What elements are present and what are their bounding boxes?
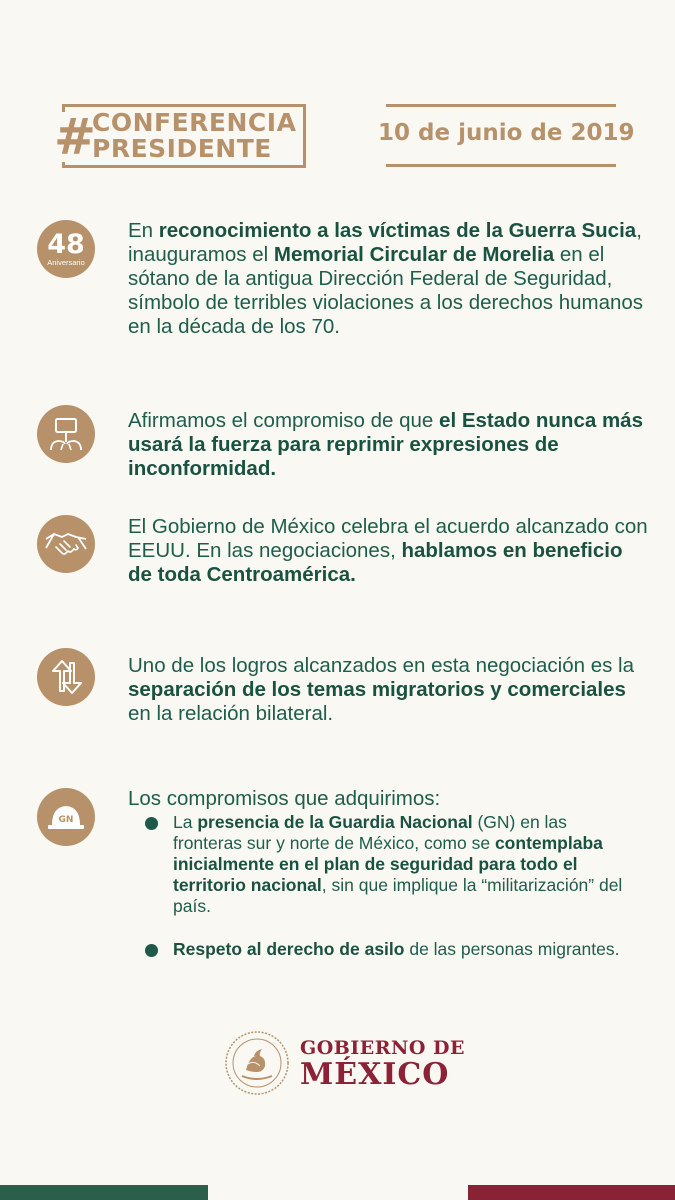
bold-text: presencia de la Guardia Nacional [197, 812, 473, 832]
conference-title [92, 110, 296, 162]
bold-text: separación de los temas migratorios y comerciales [128, 678, 626, 701]
text-run: , inauguramos el [128, 219, 642, 266]
footer-red-bar [468, 1185, 675, 1200]
list-item [145, 812, 625, 917]
text-run: , sin que implique la “militarización” del país. [173, 875, 623, 916]
commitments-list [145, 812, 625, 960]
conference-date: 10 de junio de 2019 [378, 120, 635, 146]
logo-line1: GOBIERNO DE [300, 1037, 465, 1059]
text-run: en la relación bilateral. [128, 702, 334, 725]
bold-text: el Estado nunca más usará la fuerza para reprimir expresiones de inconformidad. [128, 409, 643, 480]
list-item-text [173, 812, 622, 916]
section-intro-commitments: Los compromisos que adquirimos: [128, 787, 441, 810]
section-text-memorial [128, 219, 648, 339]
48-anniversary-badge-icon [37, 220, 95, 278]
text-run: En [128, 219, 159, 242]
text-run: Afirmamos el compromiso de que [128, 409, 440, 432]
list-item [145, 939, 625, 960]
mexico-coat-of-arms-icon [224, 1030, 290, 1096]
text-run: La [173, 812, 198, 832]
handshake-icon [37, 515, 95, 573]
bold-text: contemplaba inicialmente en el plan de seguridad para todo el territorio nacional [173, 833, 603, 895]
bold-text: reconocimiento a las víctimas de la Guerra Sucia [158, 219, 637, 242]
bold-text: hablamos en beneficio de toda Centroamérica. [128, 539, 623, 586]
bold-text: Respeto al derecho de asilo [173, 939, 405, 959]
text-run: El Gobierno de México celebra el acuerdo alcanzado con EEUU. En las negociaciones, [128, 515, 648, 562]
conference-title-line2: PRESIDENTE [92, 134, 272, 163]
badge-number: 48 [47, 228, 85, 260]
bullet-dot [145, 944, 158, 957]
hashtag-symbol: # [54, 108, 96, 166]
helmet-label: GN [58, 815, 74, 825]
text-run: (GN) en las fronteras sur y norte de México, como se [173, 812, 567, 853]
bullet-dot [145, 817, 158, 830]
section-text-negotiation [128, 654, 648, 726]
bold-text: Memorial Circular de Morelia [273, 243, 555, 266]
section-text-agreement [128, 515, 648, 587]
section-text-commitment [128, 409, 648, 481]
text-run: de las personas migrantes. [404, 939, 620, 959]
footer-green-bar [0, 1185, 208, 1200]
guardia-nacional-helmet-icon [37, 788, 95, 846]
text-run: en el sótano de la antigua Dirección Federal de Seguridad, símbolo de terribles violaciones a los derechos humanos en la década de los 70. [128, 243, 644, 338]
text-run: Uno de los logros alcanzados en esta negociación es la [128, 654, 634, 677]
government-logo [300, 1038, 465, 1092]
protest-sign-icon [37, 405, 95, 463]
badge-label: Aniversario [47, 257, 85, 267]
up-down-arrows-icon [37, 648, 95, 706]
date-top-rule [386, 104, 616, 107]
conference-title-line1: CONFERENCIA [92, 108, 297, 137]
logo-line2: MÉXICO [300, 1057, 450, 1092]
date-bottom-rule [386, 164, 616, 167]
list-item-text [173, 939, 619, 959]
